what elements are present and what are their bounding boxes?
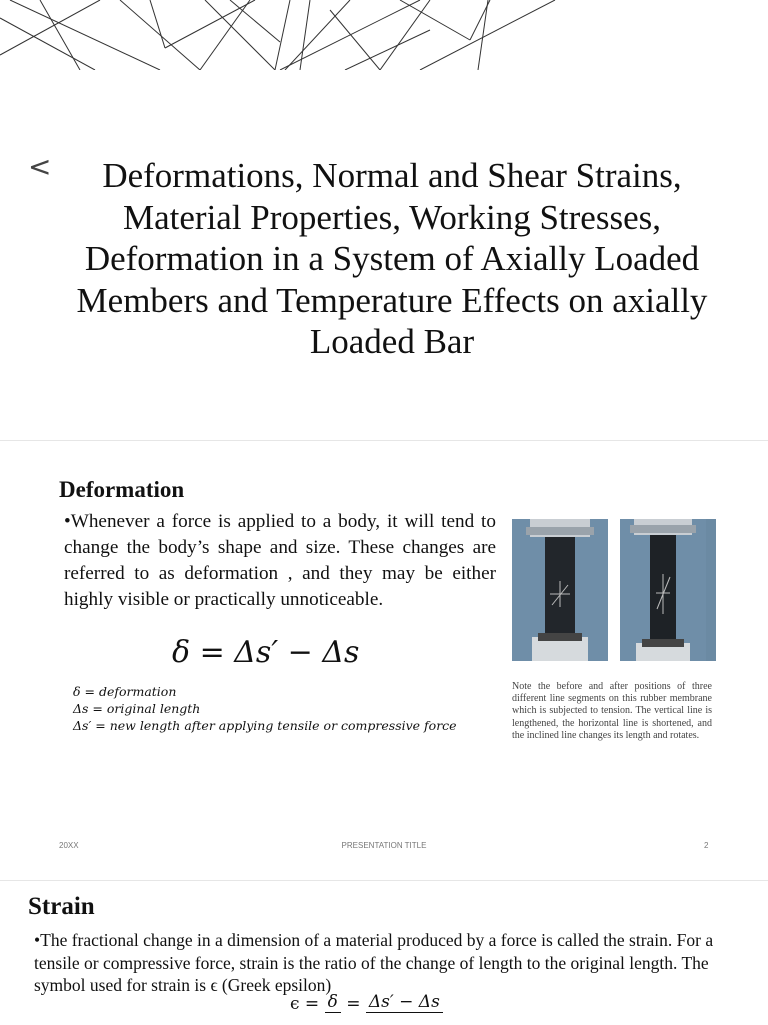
formula-lhs: ϵ = <box>290 994 320 1014</box>
body-text: •The fractional change in a dimension of a material produced by a force is called the strain. For a tensile or compressive force, strain is the ratio of the change of length to the original length. The symbol used for strain is ϵ (Greek epsilon) <box>34 930 714 995</box>
fraction <box>366 992 443 1013</box>
membrane-after-photo <box>620 519 716 661</box>
section-heading: Deformation <box>59 477 185 502</box>
page-number: 2 <box>704 841 709 850</box>
footer-title: PRESENTATION TITLE <box>341 841 427 850</box>
strain-slide <box>0 880 768 1025</box>
definition-item: Δs = original length <box>73 701 201 716</box>
formula-equals: = <box>346 994 361 1014</box>
fraction <box>325 992 341 1013</box>
slide-title: Deformations, Normal and Shear Strains, Material Properties, Working Stresses, Deformation in a System of Axially Loaded Members and Temperature Effects on axially Loaded Bar <box>76 156 708 361</box>
section-heading: Strain <box>28 893 95 920</box>
strain-formula <box>290 994 443 1015</box>
fraction-numerator: Δs′ − Δs <box>366 992 443 1013</box>
title-slide <box>0 0 768 432</box>
deformation-slide <box>0 440 768 873</box>
formula-definitions <box>73 683 457 734</box>
definition-item: Δs′ = new length after applying tensile or compressive force <box>73 718 457 733</box>
body-text: •Whenever a force is applied to a body, it will tend to change the body’s shape and size. These changes are referred to as deformation , and they may be either highly visible or practically unnoticeable. <box>64 511 496 610</box>
membrane-before-photo <box>512 519 608 661</box>
figure-caption: Note the before and after positions of three different line segments on this rubber membrane which is subjected to tension. The vertical line is lengthened, the horizontal line is shortened, and the inclined line changes its length and rotates. <box>512 681 712 741</box>
back-chevron-icon[interactable]: < <box>28 150 52 183</box>
deformation-formula: δ = Δs′ − Δs <box>172 635 360 670</box>
decorative-lines <box>0 0 768 70</box>
definition-item: δ = deformation <box>73 684 177 699</box>
fraction-numerator: δ <box>325 992 341 1013</box>
footer-date: 20XX <box>59 841 79 850</box>
